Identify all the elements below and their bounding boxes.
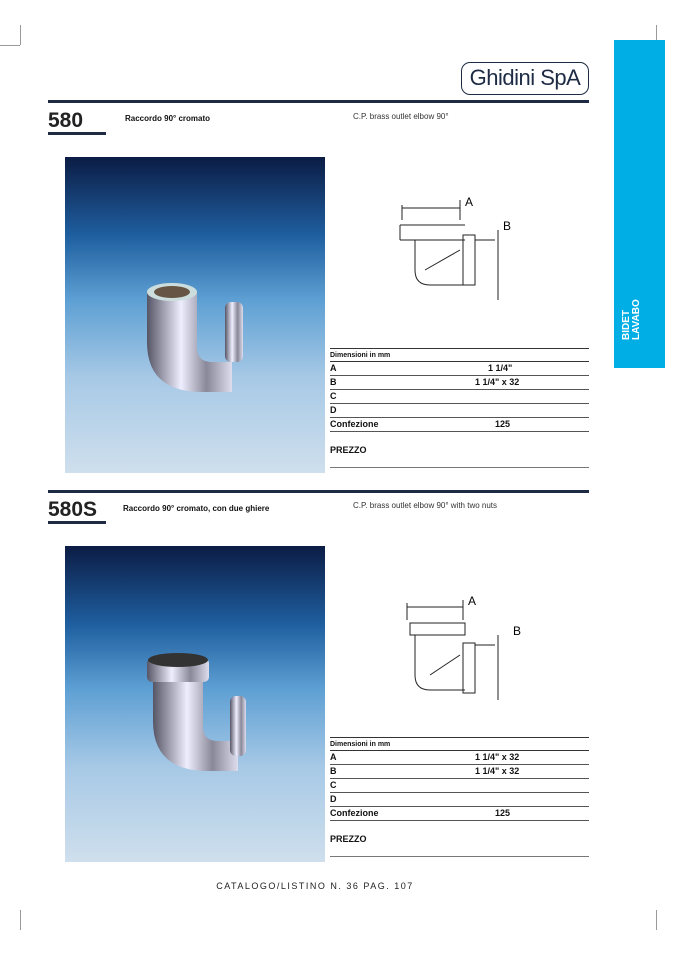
crop-mark [0,45,20,46]
table-row: Confezione 125 [330,807,589,821]
product-code: 580 [48,109,84,132]
table-row: B 1 1/4" x 32 [330,765,589,779]
technical-diagram [385,565,540,715]
price-label: PREZZO [330,432,589,468]
dimension-label-a: A [465,195,474,209]
elbow-fitting-image [65,546,325,862]
crop-mark [656,910,657,930]
page-footer: CATALOGO/LISTINO N. 36 PAG. 107 [216,881,414,891]
product-code: 580S [48,498,98,521]
dimension-label-b: B [503,219,512,233]
crop-mark [20,910,21,930]
table-header: Dimensioni in mm [330,348,589,362]
price-label: PREZZO [330,821,589,857]
table-row: A 1 1/4" [330,362,589,376]
table-row: B 1 1/4" x 32 [330,376,589,390]
table-row: D [330,793,589,807]
table-row: D [330,404,589,418]
table-row: C [330,390,589,404]
dimension-label-a: A [468,594,477,608]
product-photo [65,157,325,473]
product-photo [65,546,325,862]
table-row: Confezione 125 [330,418,589,432]
side-tab-label-2: LAVABO [631,299,642,340]
section-rule [48,490,589,493]
category-side-tab [614,40,665,368]
table-row: C [330,779,589,793]
product-title-en: C.P. brass outlet elbow 90° [353,112,449,121]
dimension-label-b: B [513,624,522,638]
table-row: A 1 1/4" x 32 [330,751,589,765]
table-header: Dimensioni in mm [330,737,589,751]
product-title-it: Raccordo 90° cromato [125,114,211,123]
brand-logo: Ghidini SpA [461,62,589,95]
crop-mark [20,25,21,45]
elbow-fitting-image [65,157,325,473]
product-title-en: C.P. brass outlet elbow 90° with two nuts [353,501,498,510]
dimensions-table [330,737,589,857]
side-tab-label-1: BIDET [621,310,632,340]
product-title-it: Raccordo 90° cromato, con due ghiere [123,504,270,513]
dimensions-table [330,348,589,468]
code-underline [48,521,106,524]
section-rule [48,100,589,103]
code-underline [48,132,106,135]
technical-diagram [385,170,540,315]
